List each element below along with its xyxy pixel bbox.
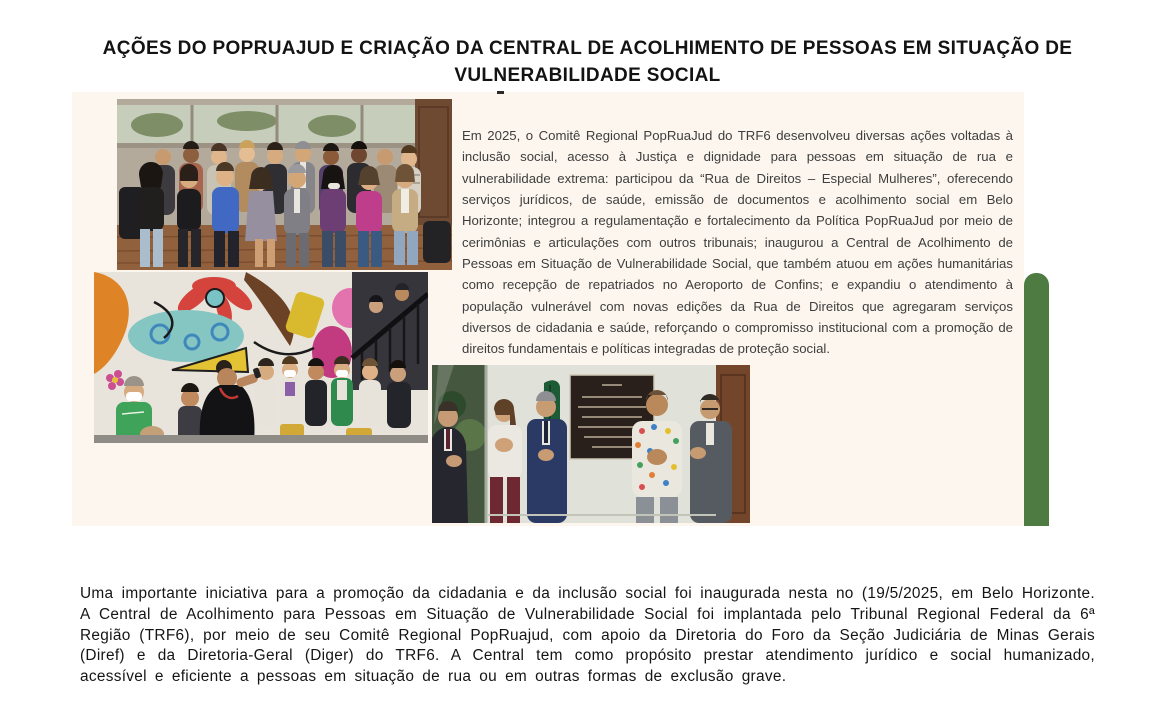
plaque-inauguration-photo bbox=[432, 365, 750, 523]
page-title bbox=[0, 35, 1175, 89]
closing-paragraph: Uma importante iniciativa para a promoção da cidadania e da inclusão social foi inaugurada nesta no (19/5/2025, em Belo Horizonte. A Central de Acolhimento para Pessoas em Situação de Vulnerabilidade Social foi implantada pelo Tribunal Regional Federal da 6ª Região (TRF6), por meio de seu Comitê Regional PopRuajud, com apoio da Diretoria do Foro da Seção Judiciária de Minas Gerais (Diref) e da Diretoria-Geral (Diger) do TRF6. A Central tem como propósito prestar atendimento jurídico e social humanizado, acessível e eficiente a pessoas em situação de rua ou em outras formas de exclusão grave. bbox=[80, 585, 1095, 685]
group-meeting-illustration bbox=[117, 99, 452, 270]
accent-bar bbox=[1024, 273, 1049, 526]
page-title-line-1: AÇÕES DO POPRUAJUD E CRIAÇÃO DA CENTRAL DE ACOLHIMENTO DE PESSOAS EM SITUAÇÃO DE bbox=[102, 37, 1073, 59]
mural-outreach-event-photo bbox=[94, 272, 428, 443]
feature-paragraph: Em 2025, o Comitê Regional PopRuaJud do TRF6 desenvolveu diversas ações voltadas à inclusão social, acesso à Justiça e dignidade para pessoas em situação de rua e vulnerabilidade extrema: participou da “Rua de Direitos – Especial Mulheres”, oferecendo serviços jurídicos, de saúde, emissão de documentos e acolhimento social em Belo Horizonte; integrou a regulamentação e fortalecimento da Política PopRuaJud por meio de cerimônias e articulações com outros tribunais; inaugurou a Central de Acolhimento de Pessoas em Situação de Vulnerabilidade Social, que também atuou em ações humanitárias como recepção de repatriados no Aeroporto de Confins; e expandiu o atendimento à população vulnerável com novas edições da Rua de Direitos que agregaram serviços diversos de cidadania e saúde, reforçando o compromisso institucional com a promoção de direitos fundamentais e políticas integradas de proteção social. bbox=[462, 128, 1013, 357]
group-meeting-photo bbox=[117, 99, 452, 270]
inauguration-illustration bbox=[432, 365, 750, 523]
page-title-line-2: VULNERABILIDADE SOCIAL bbox=[454, 64, 721, 86]
mural-event-illustration bbox=[94, 272, 428, 443]
cropped-text-remnant bbox=[497, 91, 504, 94]
